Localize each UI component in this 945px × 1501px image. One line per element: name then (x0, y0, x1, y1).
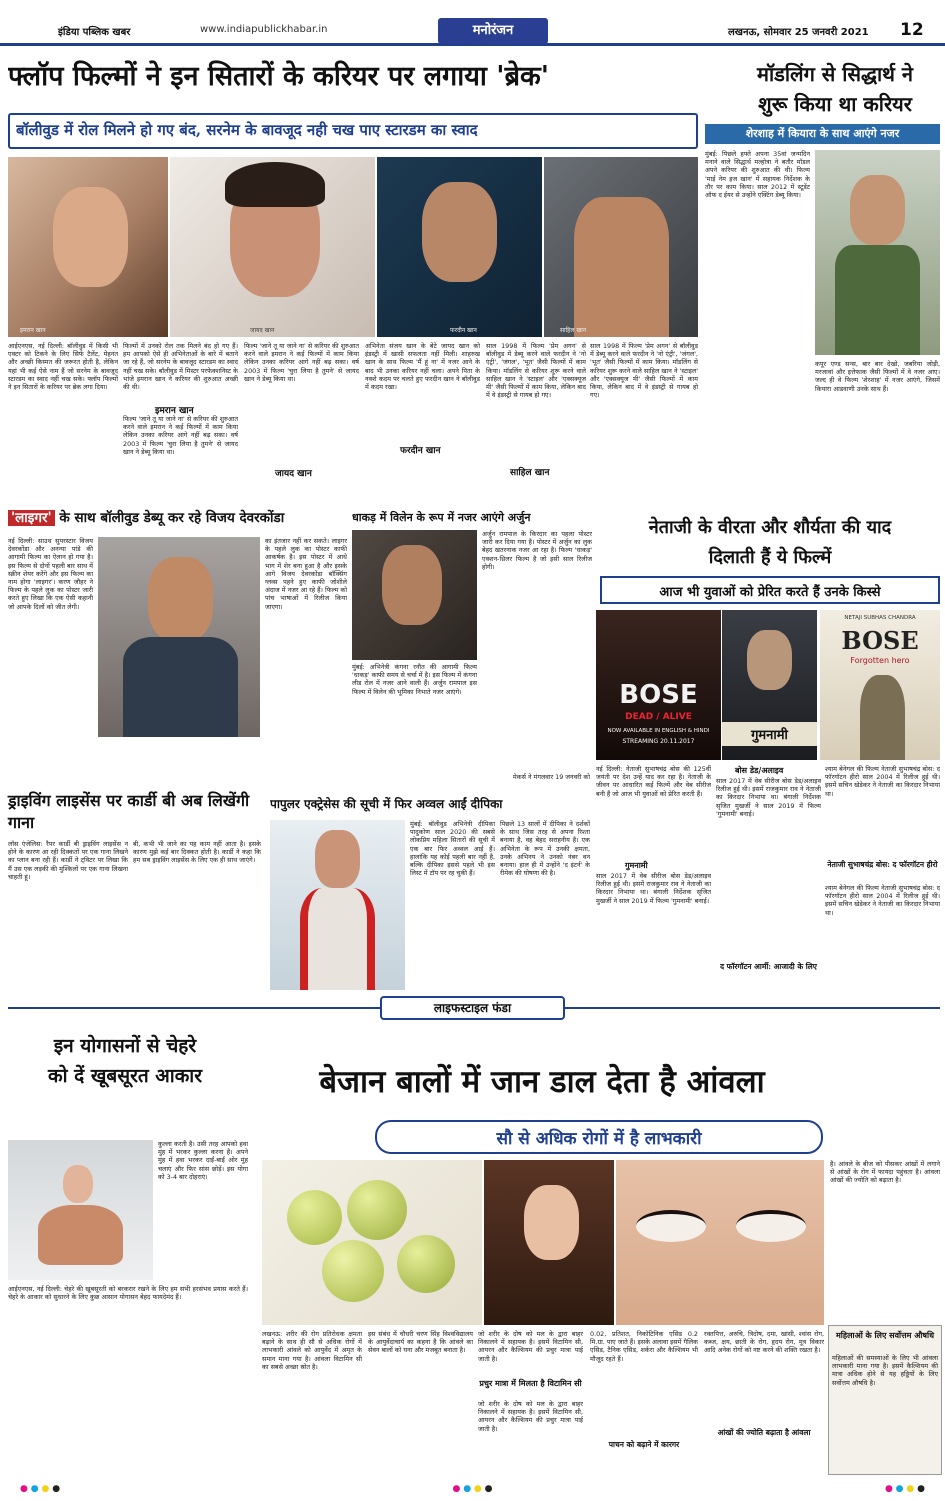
netaji-col-1: नई दिल्ली: नेताजी सुभाषचंद्र बोस की 125वीं जयंती पर देश उन्हें याद कर रहा है। नेताजी के जीवन पर आधारित कई फिल्में और वेब सीरीज बनी हैं जो आज भी युवाओं को प्रेरित करती हैं। (596, 765, 711, 798)
face (422, 182, 497, 282)
arjun-col-2: अर्जुन रामपाल के किरदार का पहला पोस्टर जारी कर दिया गया है। पोस्टर में अर्जुन का लुक बेहद खतरनाक नजर आ रहा है। फिल्म 'धाकड़' एक्शन-थ्रिलर फिल्म है जो इसी साल रिलीज होगी। (482, 530, 592, 571)
liger-col-2: का इंतजार नहीं कर सकते। लाइगर के पहले लुक का पोस्टर काफी आकर्षक है। इस पोस्टर में आधे भाग में शेर बना हुआ है और इसके आगे विजय देवरकोंडा बॉक्सिंग ग्लव्स पहने हुए काफी जोशीले अंदाज में नजर आ रहे हैं। फिल्म को पांच भाषाओं में रिलीज किया जाएगा। (265, 537, 347, 611)
yoga-col-right: कुल्ला करती है। उसी तरह आपको हवा मुंह में भरकर कुल्ला करना है। अपने मुंह में हवा भरकर दाईं-बाईं ओर मुंह चलाएं और फिर सांस छोड़ें। इस योगा को 3-4 बार दोहराएं। (158, 1140, 248, 1181)
poster-gumnaami (722, 610, 817, 760)
liger-title-text: के साथ बॉलीवुड डेब्यू कर रहे विजय देवरकोंडा (54, 510, 285, 526)
amla-subtitle: सौ से अधिक रोगों में है लाभकारी (496, 1129, 702, 1149)
netaji-col-3b: श्याम बेनेगल की फिल्म नेताजी सुभाषचंद्र बोस: द फॉरगॉटन हीरो साल 2004 में रिलीज हुई थी। इसमें सचिन खेडेकर ने नेताजी का किरदार निभाया था। (825, 884, 940, 917)
photo-yoga (8, 1140, 153, 1280)
netaji-subtitle: आज भी युवाओं को प्रेरित करते हैं उनके किस्से (659, 585, 881, 600)
deepika-col-2: पिछले 13 सालों में दीपिका ने दर्शकों के साथ जिस तरह से अपना रिश्ता बनाया है, वह बेहद सराहनीय है। एक अभिनेता के रूप में उनकी क्षमता, उनके अभिनय ने उनको नंबर वन बनाया। हाल ही में उन्होंने 'द इंटर्न' के रीमेक की घोषणा की है। (500, 820, 590, 878)
deepika-col-1: मुंबई: बॉलीवुड अभिनेत्री दीपिका पादुकोण साल 2020 की सबसे लोकप्रिय महिला सितारों की सूची में एक बार फिर अव्वल आई हैं। हालांकि यह कोई पहली बार नहीं है, बल्कि दीपिका इससे पहले भी इस लिस्ट में टॉप पर रह चुकी हैं। (410, 820, 495, 878)
photo-imran (8, 157, 168, 337)
sid-subtitle: शेरशाह में कियारा के साथ आएंगे नजर (705, 124, 940, 144)
amla-col-6: है। आंवले के बीज को पीसकर आंखों में लगाने से आंखों के रोग में फायदा पहुंचता है। आंवला आंखों की ज्योति को बढ़ाता है। (830, 1160, 940, 1185)
arjun-headline: धाकड़ में विलेन के रूप में नजर आएंगे अर्जुन (352, 511, 531, 524)
poster-forgotten-hero (820, 610, 940, 760)
lifestyle-banner: लाइफस्टाइल फंडा (380, 996, 565, 1020)
flop-col-3: फिल्म 'जाने तू या जाने ना' से करियर की शुरुआत करने वाले इमरान ने कई फिल्मों में काम किया लेकिन उनका करियर आगे नहीं बढ़ सका। वर्ष 2003 में फिल्म 'चुरा लिया है तुमने' से जायद खान ने डेब्यू किया था। (244, 342, 359, 383)
licence-col-2: बी, कभी भी जाने का यह काम नहीं आता है। इसके कारण मुझे कई बार दिक्कत होती है। कार्डी ने कहा कि हम सब ड्राइविंग लाइसेंस के लिए एक ही साथ जाएंगे। (133, 840, 261, 865)
netaji-subhead-army: द फॉरगॉटन आर्मी: आजादी के लिए (720, 962, 817, 971)
cmyk-icon: ● ● ● ● (20, 1484, 61, 1494)
photo-vijay (98, 537, 260, 737)
deepika-headline: पापुलर एक्ट्रेसेस की सूची में फिर अव्वल आईं दीपिका (270, 797, 503, 811)
flop-col-5: साल 1998 में फिल्म 'प्रेम अगन' से बॉलीवुड में डेब्यू करने वाले फरदीन ने 'नो एंट्री', 'जंगल', 'भूत' जैसी फिल्मों में काम किया। मॉडलिंग से करियर शुरू करने वाले साहिल खान ने 'स्टाइल' और 'एक्सक्यूज मी' जैसी फिल्मों में काम किया, लेकिन बाद में वे इंडस्ट्री से गायब हो गए। (486, 342, 586, 400)
amla-subhead-digestion: पाचन को बढ़ाने में कारगर (608, 1440, 680, 1449)
cmyk-icon: ● ● ● ● (452, 1484, 493, 1494)
gooseberry (322, 1240, 384, 1302)
poster-title: BOSE (619, 680, 698, 710)
face (53, 187, 128, 287)
photo-arjun (352, 530, 477, 660)
photo-hair (484, 1160, 614, 1325)
netaji-subhead-gumnaami: गुमनामी (625, 860, 648, 870)
amla-col-1: लखनऊ: शरीर की रोग प्रतिरोधक क्षमता बढ़ाने के साथ ही सौ से अधिक रोगों में लाभकारी आंवले को आयुर्वेद में अमृत के समान माना गया है। आंवला विटामिन सी का सबसे अच्छा स्रोत है। (262, 1330, 362, 1371)
flop-subhead-fardeen: फरदीन खान (400, 446, 441, 456)
liger-title-tag: 'लाइगर' (8, 510, 55, 526)
caption-zayed: जायद खान (250, 327, 275, 334)
poster-subtitle: Forgotten hero (850, 656, 910, 665)
flop-col-2: फिल्मों में उनको रोल तक मिलने बंद हो गए हैं। हम आपको ऐसे ही अभिनेताओं के बारे में बताने जा रहे हैं, जो सरनेम के बावजूद स्टारडम का स्वाद नहीं चख सके। बॉलीवुड में मिस्टर परफेक्शनिस्ट के भांजे इमरान खान ने करियर की शुरुआत अच्छी की थी। (123, 342, 238, 392)
sid-col-1: मुंबई: पिछले हफ्ते अपना 35वां जन्मदिन मनाने वाले सिद्धार्थ मल्होत्रा ने बतौर मॉडल अपने करियर की शुरुआत की थी। फिल्म 'माई नेम इज खान' में सहायक निर्देशक के तौर पर काम किया। साल 2012 में स्टूडेंट ऑफ द ईयर से उन्होंने एक्टिंग डेब्यू किया। (705, 150, 810, 200)
netaji-subhead-forgotten: नेताजी सुभाषचंद्र बोस: द फॉरगॉटन हीरो (827, 860, 938, 869)
flop-subhead-zayed: जायद खान (275, 469, 312, 479)
liger-col-1: नई दिल्ली: साउथ सुपरस्टार विजय देवरकोंडा और अनन्या पांडे की आगामी फिल्म का ऐलान हो गया है। इस फिल्म से दोनों पहली बार साथ में स्क्रीन शेयर करेंगे और इस फिल्म का नाम होगा 'लाइगर'। करण जौहर ने फिल्म के पहले लुक का पोस्टर जारी करते हुए लिखा कि एक ऐसी कहानी जो आपके दिलों को जीत लेगी। (8, 537, 93, 611)
body (38, 1205, 123, 1265)
flop-col-4: अभिनेता संजय खान के बेटे जायद खान को इंडस्ट्री में खासी सफलता नहीं मिली। शाहरुख खान के साथ फिल्म 'मैं हूं ना' में नजर आने के बाद भी उनका करियर नहीं चला। अपने पिता के नक्शे कदम पर चलते हुए फरदीन खान ने बॉलीवुड में कदम रखा। (365, 342, 480, 392)
yoga-headline-2: को दें खूबसूरत आकार (48, 1065, 202, 1087)
photo-amla (262, 1160, 482, 1325)
photo-zayed (170, 157, 375, 337)
torso (574, 197, 669, 337)
section-label: मनोरंजन (438, 18, 548, 44)
flop-col-1: आईएनएस, नई दिल्ली: बॉलीवुड में किसी भी एक्टर को टिकने के लिए सिर्फ टैलेंट, मेहनत और अच्छी किस्मत की जरूरत होती है, लेकिन यहां भी कई ऐसे नाम हैं जो सरनेम के बावजूद स्टारडम का स्वाद नहीं चख सके। फ्लॉप फिल्मों ने इन सितारों के करियर पर ब्रेक लगा दिया। (8, 342, 118, 392)
face (315, 830, 360, 888)
page-number: 12 (900, 20, 924, 40)
gooseberry (287, 1190, 342, 1245)
caption-sahil: साहिल खान (560, 327, 587, 334)
face (747, 630, 792, 690)
amla-col-2: इस संबंध में चौधरी चरण सिंह विश्वविद्यालय के आयुर्वेदाचार्य का कहना है कि आंवले का सेवन बालों को घना और मजबूत बनाता है। (368, 1330, 473, 1355)
jacket (123, 637, 238, 737)
liger-headline (8, 508, 348, 532)
flop-col-2b: फिल्म 'जाने तू या जाने ना' से करियर की शुरुआत करने वाले इमरान ने कई फिल्मों में काम किया लेकिन उनका करियर आगे नहीं बढ़ सका। वर्ष 2003 में फिल्म 'चुरा लिया है तुमने' से जायद खान ने डेब्यू किया था। (123, 415, 238, 456)
color-marks (20, 1484, 925, 1496)
netaji-col-2: साल 2017 में वेब सीरीज बोस डेड/अलाइव रिलीज हुई थी। इसमें राजकुमार राव ने नेताजी का किरदार निभाया था। बंगाली निर्देशक सृजित मुखर्जी ने साल 2019 में फिल्म 'गुमनामी' बनाई। (716, 777, 821, 818)
amla-subhead-vitc: प्रचुर मात्रा में मिलता है विटामिन सी (479, 1378, 582, 1388)
arjun-col-1: मुंबई: अभिनेत्री कंगना रनौत की आगामी फिल्म 'धाकड़' काफी समय से चर्चा में है। इस फिल्म में कंगना लीड रोल में नजर आने वाली हैं। अर्जुन रामपाल इस फिल्म में विलेन की भूमिका निभाते नजर आएंगे। (352, 663, 477, 696)
women-box-text: महिलाओं की समस्याओं के लिए भी आंवला लाभकारी माना गया है। इसमें कैल्शियम की मात्रा अधिक होने से यह हड्डियों के लिए सर्वोत्तम औषधि है। (832, 1354, 938, 1387)
arjun-footer: मेकर्स ने मंगलवार 19 जनवरी को (512, 773, 590, 781)
photo-sahil (544, 157, 698, 337)
photo-fardeen (377, 157, 542, 337)
sid-col-2: कपूर एण्ड सन्स, बार बार देखो, जबरिया जोड़ी, मरजावां और इत्तेफाक जैसी फिल्मों में वे नजर आए। जल्द ही वे फिल्म 'शेरशाह' में नजर आएंगे, जिसमें कियारा आडवाणी उनके साथ हैं। (815, 360, 940, 393)
amla-headline: बेजान बालों में जान डाल देता है आंवला (319, 1064, 765, 1100)
issue-date: लखनऊ, सोमवार 25 जनवरी 2021 (728, 27, 869, 38)
flop-col-6: साल 1998 में फिल्म 'प्रेम अगन' से बॉलीवुड में डेब्यू करने वाले फरदीन ने 'नो एंट्री', 'जंगल', 'भूत' जैसी फिल्मों में काम किया। मॉडलिंग से करियर शुरू करने वाले साहिल खान ने 'स्टाइल' और 'एक्सक्यूज मी' जैसी फिल्मों में काम किया, लेकिन बाद में वे इंडस्ट्री से गायब हो गए। (590, 342, 698, 400)
amla-col-5: रक्तपित्त, अरुचि, त्रिदोष, दमा, खांसी, श्वांस रोग, कब्ज, क्षय, छाती के रोग, हृदय रोग, मूत्र विकार आदि अनेक रोगों को नष्ट करने की शक्ति रखता है। (704, 1330, 824, 1355)
poster-kicker: NETAJI SUBHAS CHANDRA (844, 615, 916, 621)
flop-subhead-imran: इमरान खान (155, 406, 194, 416)
licence-col-1: लॉस एंजेलिस: रैपर कार्डी बी ड्राइविंग लाइसेंस न होने के कारण आ रही दिक्कतों पर एक गाना लिखने का प्लान बना रही हैं। कार्डी ने ट्विटर पर लिखा कि मैं उस एक लड़की की मुश्किलों पर एक गाना लिखना चाहती हूं। (8, 840, 128, 881)
sid-headline-1: मॉडलिंग से सिद्धार्थ ने (757, 62, 913, 86)
cmyk-icon: ● ● ● ● (884, 1484, 925, 1494)
licence-headline: ड्राइविंग लाइसेंस पर कार्डी बी अब लिखेंगी गाना (8, 791, 250, 832)
yoga-col-bottom: आईएनएस, नई दिल्ली: चेहरे की खूबसूरती को बरकरार रखने के लिए हम सभी हरसंभव प्रयास करते हैं। चेहरे के आकार को सुधारने के लिए कुछ आसान योगासन बेहद फायदेमंद हैं। (8, 1285, 248, 1302)
netaji-headline-1: नेताजी के वीरता और शौर्यता की याद (648, 517, 892, 538)
hair (225, 162, 325, 207)
eye (636, 1210, 706, 1242)
yoga-headline-1: इन योगासनों से चेहरे (53, 1035, 197, 1057)
jacket (835, 245, 920, 355)
sid-headline-2: शुरू किया था करियर (758, 92, 912, 116)
figure (860, 675, 905, 760)
poster-streaming: STREAMING 20.11.2017 (622, 738, 695, 745)
face (148, 557, 213, 642)
face (382, 545, 442, 625)
caption-imran: इमरान खान (20, 327, 46, 334)
gooseberry (397, 1235, 455, 1293)
face (524, 1185, 579, 1260)
caption-fardeen: फरदीन खान (450, 327, 477, 334)
newspaper-name: इंडिया पब्लिक खबर (58, 27, 131, 38)
poster-title: गुमनामी (722, 722, 817, 746)
women-box-title: महिलाओं के लिए सर्वोत्तम औषधि (835, 1330, 935, 1340)
photo-siddharth (815, 150, 940, 355)
netaji-col-3: श्याम बेनेगल की फिल्म नेताजी सुभाषचंद्र बोस: द फॉरगॉटन हीरो साल 2004 में रिलीज हुई थी। इसमें सचिन खेडेकर ने नेताजी का किरदार निभाया था। (825, 765, 940, 798)
amla-subhead-eyes: आंखों की ज्योति बढ़ाता है आंवला (717, 1428, 811, 1437)
website-url[interactable]: www.indiapublickhabar.in (200, 24, 328, 35)
poster-title: BOSE (841, 626, 919, 655)
page-header (0, 0, 945, 46)
flop-headline: फ्लॉप फिल्मों ने इन सितारों के करियर पर लगाया 'ब्रेक' (8, 61, 549, 92)
amla-col-4: 0.02, प्रतिशत, निकोटिनिक एसिड 0.2 मि.ग्रा. पाए जाते हैं। इसके अलावा इसमें गैलिक एसिड, टैनिक एसिड, शर्करा और कैल्शियम भी मौजूद रहते हैं। (590, 1330, 698, 1363)
poster-availability: NOW AVAILABLE IN ENGLISH & HINDI (607, 728, 710, 734)
amla-col-3b: जो शरीर के दोष को मल के द्वारा बाहर निकालने में सहायक है। इसमें विटामिन सी, आयरन और कैल्शियम की प्रचुर मात्रा पाई जाती है। (478, 1400, 583, 1433)
netaji-headline-2: दिलाती हैं ये फिल्में (708, 547, 832, 568)
netaji-subhead-bose: बोस डेड/अलाइव (735, 765, 784, 775)
poster-bose-dead-alive (596, 610, 721, 760)
netaji-col-1b: साल 2017 में वेब सीरीज बोस डेड/अलाइव रिलीज हुई थी। इसमें राजकुमार राव ने नेताजी का किरदार निभाया था। बंगाली निर्देशक सृजित मुखर्जी ने साल 2019 में फिल्म 'गुमनामी' बनाई। (596, 872, 711, 905)
eye (736, 1210, 806, 1242)
photo-eye (616, 1160, 824, 1325)
flop-subhead-sahil: साहिल खान (510, 468, 550, 478)
flop-subtitle: बॉलीवुड में रोल मिलने हो गए बंद, सरनेम के बावजूद नही चख पाए स्टारडम का स्वाद (16, 121, 478, 139)
face (63, 1165, 93, 1203)
dress (300, 888, 375, 990)
photo-deepika (270, 820, 405, 990)
gooseberry (347, 1180, 407, 1240)
poster-subtitle: DEAD / ALIVE (625, 712, 692, 722)
amla-col-3: जो शरीर के दोष को मल के द्वारा बाहर निकालने में सहायक है। इसमें विटामिन सी, आयरन और कैल्शियम की प्रचुर मात्रा पाई जाती है। (478, 1330, 583, 1363)
face (850, 175, 905, 245)
